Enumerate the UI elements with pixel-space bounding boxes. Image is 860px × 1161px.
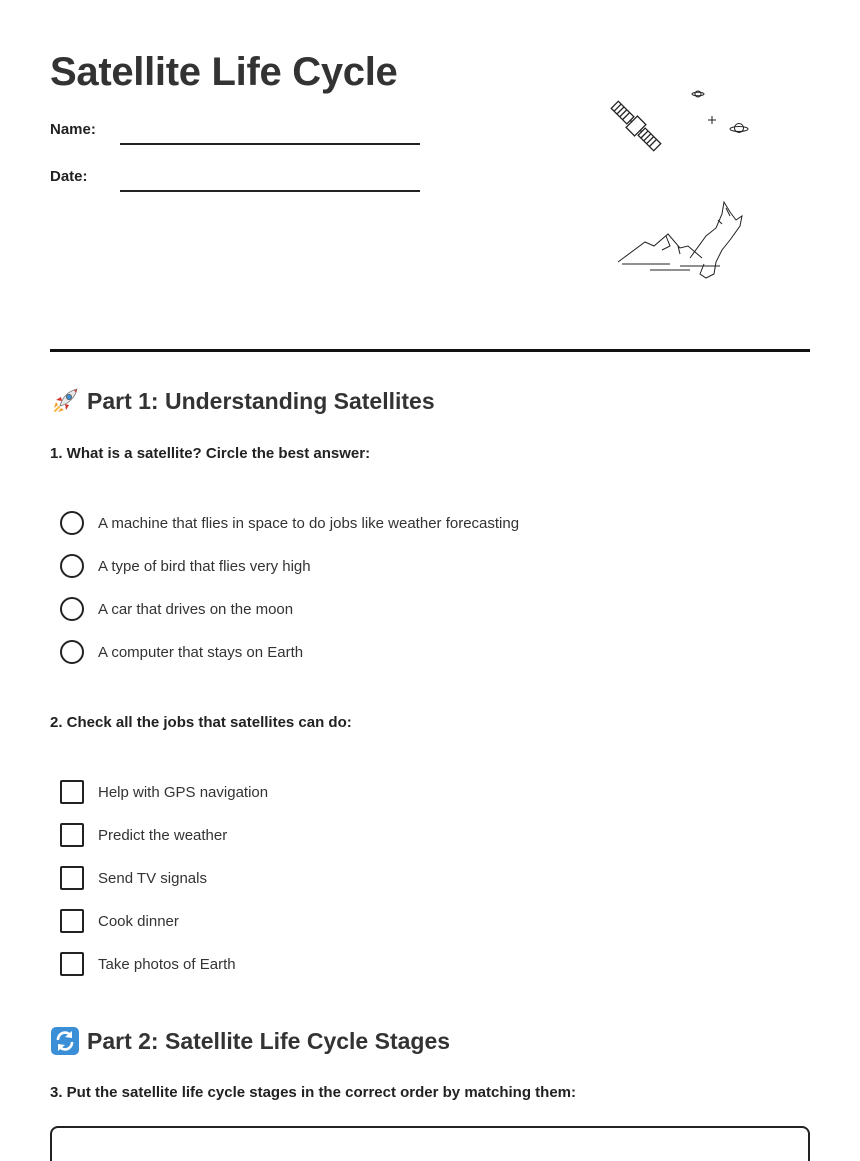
name-field[interactable] [50, 121, 420, 145]
date-label: Date: [50, 168, 88, 185]
checkbox[interactable] [60, 909, 84, 933]
q2-option-label: Cook dinner [98, 912, 179, 930]
q1-option-4[interactable] [60, 639, 303, 665]
name-blank-line[interactable] [120, 143, 420, 145]
part2-heading-text: Part 2: Satellite Life Cycle Stages [87, 1027, 451, 1054]
q2-option-5[interactable] [60, 951, 236, 977]
checkbox[interactable] [60, 866, 84, 890]
part1-heading [50, 386, 435, 416]
q1-option-3[interactable] [60, 596, 293, 622]
q1-option-label: A machine that flies in space to do jobs like weather forecasting [98, 514, 520, 532]
planet-small-drawing [692, 91, 704, 97]
q2-option-label: Send TV signals [98, 869, 207, 887]
radio-button[interactable] [60, 554, 84, 578]
date-blank-line[interactable] [120, 190, 420, 192]
part1-heading-text: Part 1: Understanding Satellites [87, 387, 435, 414]
cycle-arrows-icon [50, 1026, 80, 1056]
part2-heading [50, 1026, 450, 1056]
q2-option-label: Take photos of Earth [98, 955, 236, 973]
page-title: Satellite Life Cycle [50, 50, 398, 94]
q1-option-2[interactable] [60, 553, 311, 579]
satellite-drawing [609, 99, 663, 153]
header-divider [50, 349, 810, 352]
question-1-prompt: 1. What is a satellite? Circle the best answer: [50, 445, 371, 462]
question-3-prompt: 3. Put the satellite life cycle stages in the correct order by matching them: [50, 1084, 576, 1101]
q1-option-1[interactable] [60, 510, 519, 536]
radio-button[interactable] [60, 640, 84, 664]
mountain-landscape-drawing [618, 202, 742, 278]
checkbox[interactable] [60, 823, 84, 847]
q2-option-label: Help with GPS navigation [98, 783, 269, 801]
rocket-icon [50, 386, 80, 416]
checkbox[interactable] [60, 952, 84, 976]
planet-ringed-drawing [730, 124, 748, 133]
q2-option-2[interactable] [60, 822, 227, 848]
q2-option-label: Predict the weather [98, 826, 228, 844]
matching-area[interactable] [50, 1126, 810, 1161]
q1-option-label: A type of bird that flies very high [98, 557, 311, 575]
checkbox[interactable] [60, 780, 84, 804]
q1-option-label: A car that drives on the moon [98, 600, 294, 618]
q2-option-4[interactable] [60, 908, 179, 934]
radio-button[interactable] [60, 511, 84, 535]
q1-option-label: A computer that stays on Earth [98, 643, 304, 661]
space-illustration [530, 50, 810, 300]
q2-option-1[interactable] [60, 779, 268, 805]
question-2-prompt: 2. Check all the jobs that satellites can do: [50, 714, 352, 731]
name-label: Name: [50, 121, 96, 138]
date-field[interactable] [50, 168, 420, 192]
q2-option-3[interactable] [60, 865, 207, 891]
radio-button[interactable] [60, 597, 84, 621]
star-drawing [708, 116, 716, 124]
